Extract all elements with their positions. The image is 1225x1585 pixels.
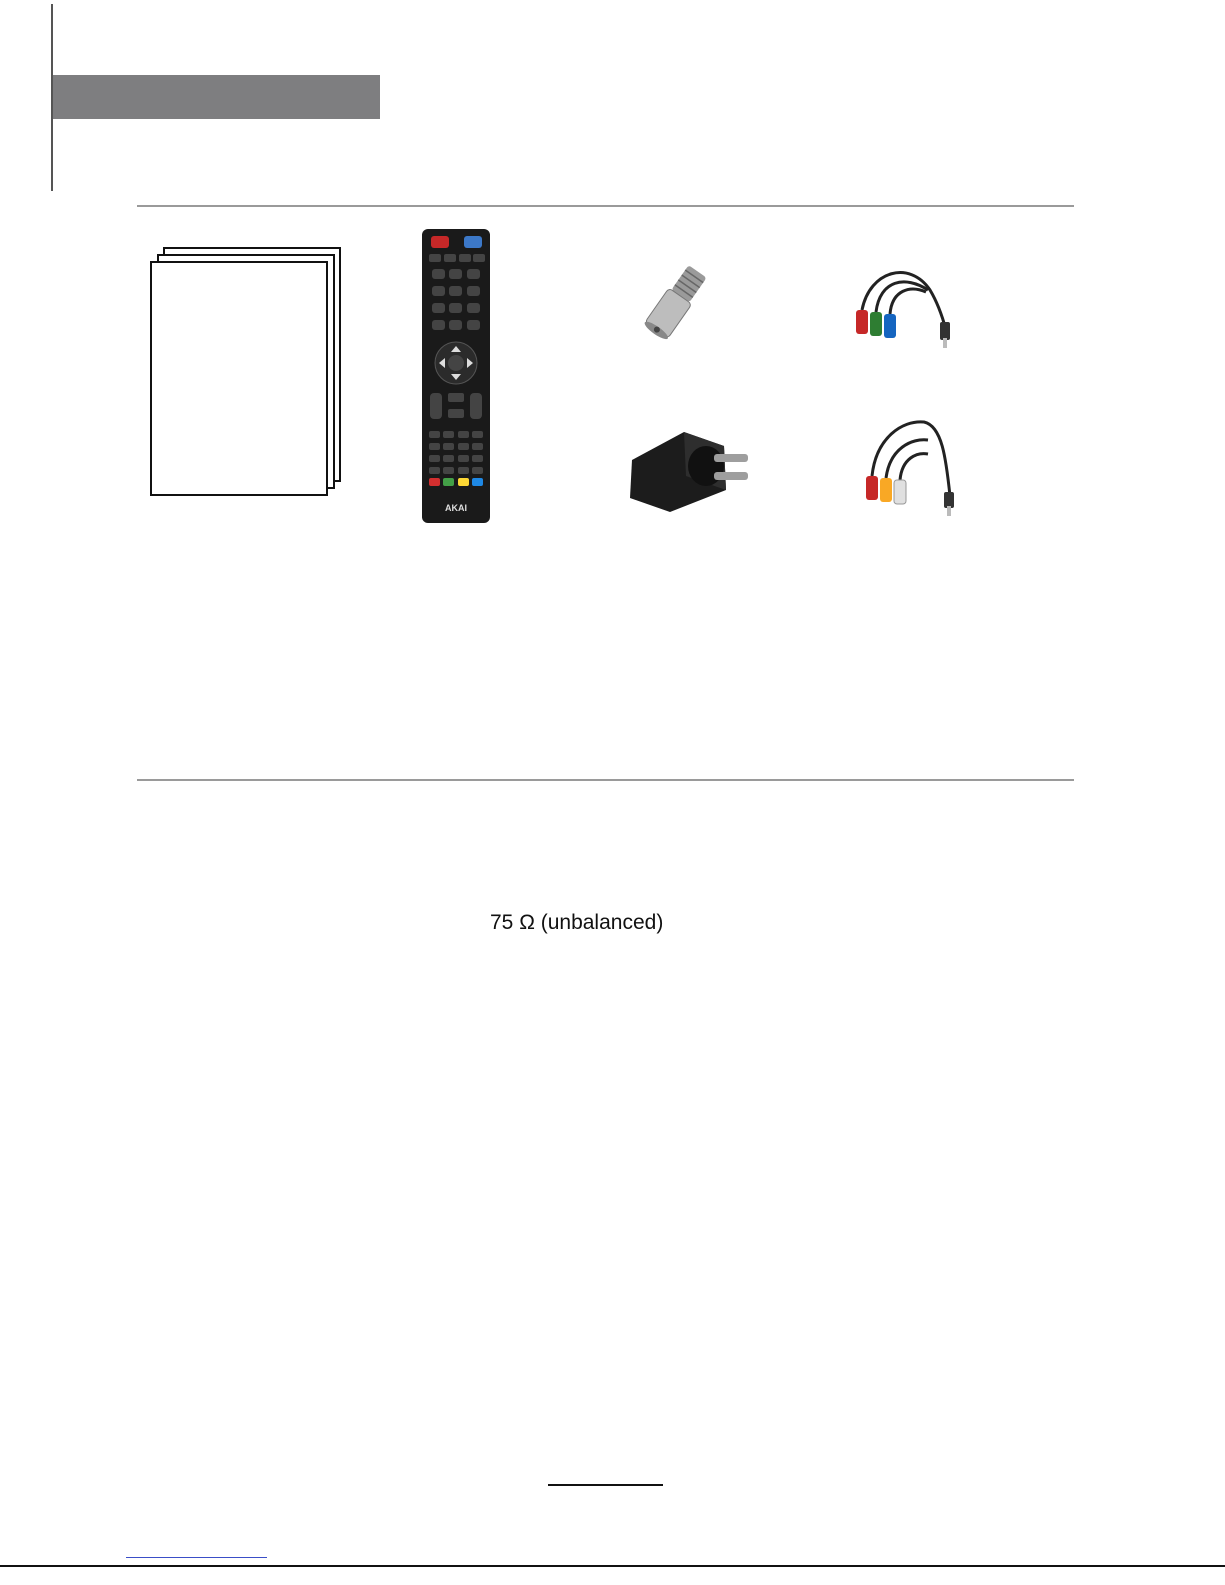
plug-adapter-icon [626,426,752,516]
manual-booklet-icon [148,245,348,500]
coaxial-adapter-icon [632,262,718,342]
ypbpr-av-cable-icon [850,260,960,350]
middle-divider [137,779,1074,781]
section-title-band [53,75,380,119]
top-divider [137,205,1074,207]
impedance-spec-text: 75 Ω (unbalanced) [490,911,664,934]
footer-link-underline[interactable] [126,1557,267,1558]
remote-brand-label: AKAI [445,503,467,513]
page-number-underline [548,1484,663,1486]
remote-control-icon [420,227,492,525]
av-composite-cable-icon [862,418,972,518]
bottom-border [0,1565,1225,1567]
